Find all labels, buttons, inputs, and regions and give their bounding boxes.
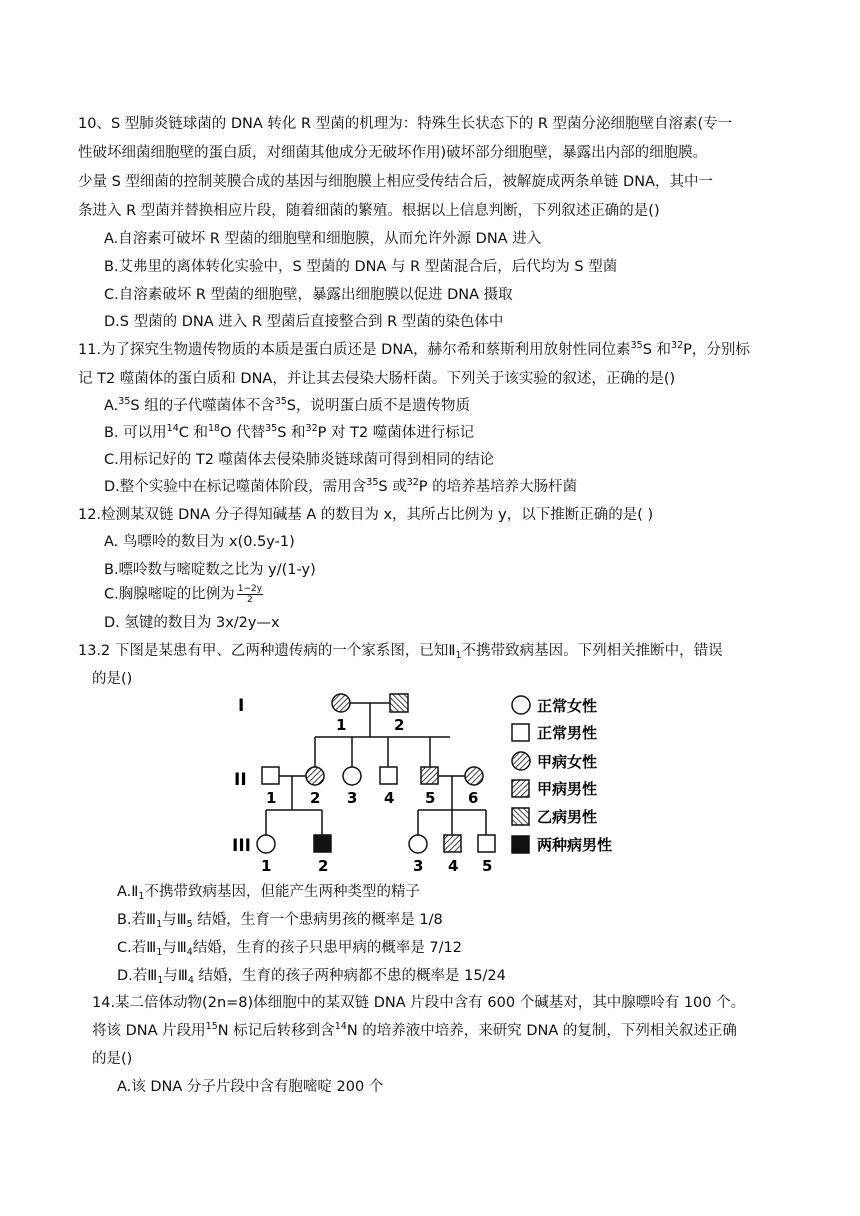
q14-stem-line1: 14.某二倍体动物(2n=8)体细胞中的某双链 DNA 片段中含有 600 个碱基对，其中腺嘌呤有 100 个。 — [92, 995, 746, 1011]
pedigree-num-III4: 4 — [448, 857, 459, 875]
q10-option-b: B.艾弗里的离体转化实验中，S 型菌的 DNA 与 R 型菌混合后，后代均为 S 型菌 — [104, 259, 618, 275]
q11-stem-line2: 记 T2 噬菌体的蛋白质和 DNA，并让其去侵染大肠杆菌。下列关于该实验的叙述，正确的是() — [78, 371, 676, 387]
pedigree-II6-affected-female — [465, 767, 483, 785]
pedigree-II2-affected-female — [306, 767, 324, 785]
q13-b-text-a: B.若Ⅲ — [117, 912, 157, 928]
pedigree-num-I2: 2 — [394, 716, 405, 734]
q14-stem-text-b: N 标记后转移到含 — [217, 1023, 335, 1039]
pedigree-III1-normal-female — [257, 835, 275, 853]
pedigree-I2-affected-male-b — [390, 694, 408, 712]
legend-disease-b-male-symbol — [512, 808, 529, 825]
q13-c-text-b: 与Ⅲ — [162, 940, 187, 956]
pedigree-diagram — [230, 685, 650, 875]
legend-disease-a-male-symbol — [512, 780, 529, 797]
pedigree-num-II3: 3 — [347, 789, 358, 807]
legend-normal-male-label: 正常男性 — [537, 724, 598, 742]
legend-normal-female-label: 正常女性 — [537, 697, 598, 715]
q13-option-a — [117, 882, 420, 902]
pedigree-III4-affected-male-a — [444, 835, 461, 852]
q12-option-a: A. 鸟嘌呤的数目为 x(0.5y-1) — [104, 534, 295, 550]
q13-stem-line1 — [78, 641, 723, 661]
q11-a-sup-35b: 35 — [274, 396, 287, 407]
q11-stem-text-b: S 和 — [642, 342, 672, 358]
q11-option-a — [104, 396, 470, 416]
q11-b-sup-32: 32 — [305, 423, 318, 434]
q14-stem-text-c: N 的培养液中培养，来研究 DNA 的复制，下列相关叙述正确 — [346, 1023, 737, 1039]
pedigree-num-II5: 5 — [425, 789, 436, 807]
legend-normal-female-symbol — [512, 696, 530, 714]
q11-sup-35: 35 — [630, 340, 643, 351]
q12-option-d: D. 氢键的数目为 3x/2y—x — [104, 615, 280, 631]
pedigree-num-II1: 1 — [266, 789, 277, 807]
q12-c-numerator: 1−2y — [237, 584, 263, 594]
pedigree-II3-normal-female — [343, 767, 361, 785]
q13-a-text-b: 不携带致病基因，但能产生两种类型的精子 — [144, 884, 420, 900]
q13-option-b — [117, 910, 443, 930]
pedigree-III5-normal-male — [478, 835, 495, 852]
pedigree-III3-normal-female — [409, 835, 427, 853]
q11-option-c: C.用标记好的 T2 噬菌体去侵染肺炎链球菌可得到相同的结论 — [104, 452, 495, 468]
q13-d-sub1: 1 — [157, 975, 164, 986]
legend-disease-a-female-label: 甲病女性 — [537, 753, 598, 771]
q12-c-denominator: 2 — [247, 595, 253, 605]
q13-c-text-a: C.若Ⅲ — [117, 940, 157, 956]
q12-c-fraction — [237, 584, 263, 605]
q10-stem-line3: 少量 S 型细菌的控制荚膜合成的基因与细胞膜上相应受传结合后，被解旋成两条单链 DNA，其中一 — [78, 174, 713, 190]
q14-stem-line2 — [92, 1021, 737, 1041]
pedigree-num-III3: 3 — [413, 857, 424, 875]
q13-b-sub1: 1 — [156, 919, 163, 930]
q11-b-sup-14: 14 — [166, 423, 179, 434]
q11-d-sup-32: 32 — [406, 477, 419, 488]
q13-b-text-c: 结婚，生育一个患病男孩的概率是 1/8 — [192, 912, 443, 928]
pedigree-num-III5: 5 — [482, 857, 493, 875]
q10-option-a: A.自溶素可破坏 R 型菌的细胞壁和细胞膜，从而允许外源 DNA 进入 — [104, 231, 542, 247]
q11-b-text-c: O 代替 — [220, 425, 266, 441]
pedigree-num-II2: 2 — [310, 789, 321, 807]
q12-c-text: C.胸腺嘧啶的比例为 — [104, 586, 235, 603]
legend-disease-a-female-symbol — [512, 752, 530, 770]
pedigree-num-III2: 2 — [318, 857, 329, 875]
legend-normal-male-symbol — [512, 724, 529, 741]
q11-sup-32: 32 — [671, 340, 684, 351]
q11-b-text-b: C 和 — [178, 425, 208, 441]
q13-a-text-a: A.Ⅱ — [117, 884, 139, 900]
legend-both-diseases-male-symbol — [512, 836, 529, 853]
q13-option-d — [117, 966, 506, 986]
q10-stem-line4: 条进入 R 型菌并替换相应片段，随着细菌的繁殖。根据以上信息判断，下列叙述正确的是() — [78, 203, 660, 219]
q13-stem-text-b: 不携带致病基因。下列相关推断中，错误 — [461, 643, 723, 659]
q13-stem-text-a: 13.2 下图是某患有甲、乙两种遗传病的一个家系图，已知Ⅱ — [78, 643, 456, 659]
q11-stem-line1 — [78, 340, 750, 360]
q12-stem: 12.检测某双链 DNA 分子得知碱基 A 的数目为 x，其所占比例为 y，以下推断正确的是( ) — [78, 507, 654, 523]
pedigree-I1-affected-female — [332, 694, 350, 712]
q13-stem-line2: 的是() — [92, 671, 133, 687]
pedigree-num-II4: 4 — [384, 789, 395, 807]
q13-b-text-b: 与Ⅲ — [162, 912, 187, 928]
q11-d-text-c: P 的培养基培养大肠杆菌 — [418, 479, 578, 495]
legend-disease-a-male-label: 甲病男性 — [537, 780, 598, 798]
q11-a-text-b: S 组的子代噬菌体不含 — [130, 398, 275, 414]
q13-d-text-b: 与Ⅲ — [163, 968, 188, 984]
q13-stem-sub: 1 — [455, 650, 462, 661]
pedigree-II1-normal-male — [262, 767, 279, 784]
generation-label-3: III — [232, 836, 251, 856]
q11-stem-text-a: 11.为了探究生物遗传物质的本质是蛋白质还是 DNA，赫尔希和蔡斯利用放射性同位素 — [78, 342, 631, 358]
q11-a-text-a: A. — [104, 398, 119, 414]
q13-c-sub1: 1 — [156, 947, 163, 958]
pedigree-num-II6: 6 — [468, 789, 479, 807]
q11-b-text-d: S 和 — [277, 425, 306, 441]
q13-d-text-c: 结婚，生育的孩子两种病都不患的概率是 15/24 — [193, 968, 506, 984]
legend-disease-b-male-label: 乙病男性 — [537, 808, 598, 826]
q10-stem-line1: 10、S 型肺炎链球菌的 DNA 转化 R 型菌的机理为：特殊生长状态下的 R 型菌分泌细胞壁自溶素(专一 — [78, 116, 733, 132]
legend-both-diseases-male-label: 两种病男性 — [537, 836, 613, 854]
q11-d-sup-35: 35 — [366, 477, 379, 488]
q11-stem-text-c: P，分别标 — [683, 342, 750, 358]
pedigree-III2-both-diseases-male — [314, 835, 331, 852]
pedigree-II4-normal-male — [380, 767, 397, 784]
q11-d-text-a: D.整个实验中在标记噬菌体阶段，需用含 — [104, 479, 367, 495]
generation-label-1: I — [238, 696, 245, 716]
q11-option-d — [104, 477, 577, 497]
q11-a-text-c: S，说明蛋白质不是遗传物质 — [286, 398, 470, 414]
pedigree-legend — [512, 696, 612, 854]
q11-b-sup-35: 35 — [265, 423, 278, 434]
q11-b-text-e: P 对 T2 噬菌体进行标记 — [317, 425, 475, 441]
q10-stem-line2: 性破坏细菌细胞壁的蛋白质，对细菌其他成分无破坏作用)破坏部分细胞壁，暴露出内部的细胞膜。 — [78, 145, 708, 161]
q12-option-b: B.嘌呤数与嘧啶数之比为 y/(1-y) — [104, 562, 316, 578]
q13-c-sub2: 4 — [186, 947, 193, 958]
generation-label-2: II — [234, 770, 247, 790]
q14-stem-text-a: 将该 DNA 片段用 — [92, 1023, 206, 1039]
q14-stem-line3: 的是() — [92, 1051, 133, 1067]
q13-b-sub2: 5 — [186, 919, 193, 930]
q11-a-sup-35: 35 — [118, 396, 131, 407]
pedigree-II5-affected-male-a — [421, 767, 438, 784]
q11-b-text-a: B. 可以用 — [104, 425, 167, 441]
q13-c-text-c: 结婚，生育的孩子只患甲病的概率是 7/12 — [192, 940, 462, 956]
q12-option-c — [104, 584, 263, 605]
q10-option-c: C.自溶素破坏 R 型菌的细胞壁，暴露出细胞膜以促进 DNA 摄取 — [104, 287, 513, 303]
q13-d-sub2: 4 — [187, 975, 194, 986]
q14-sup-15: 15 — [205, 1021, 218, 1032]
pedigree-num-III1: 1 — [261, 857, 272, 875]
q11-b-sup-18: 18 — [208, 423, 221, 434]
q10-option-d: D.S 型菌的 DNA 进入 R 型菌后直接整合到 R 型菌的染色体中 — [104, 314, 504, 330]
q11-option-b — [104, 423, 474, 443]
q13-option-c — [117, 938, 462, 958]
q14-sup-14: 14 — [334, 1021, 347, 1032]
q11-d-text-b: S 或 — [378, 479, 407, 495]
pedigree-num-I1: 1 — [336, 716, 347, 734]
q14-option-a: A.该 DNA 分子片段中含有胞嘧啶 200 个 — [117, 1079, 384, 1095]
q13-d-text-a: D.若Ⅲ — [117, 968, 158, 984]
q13-a-sub: 1 — [138, 891, 145, 902]
